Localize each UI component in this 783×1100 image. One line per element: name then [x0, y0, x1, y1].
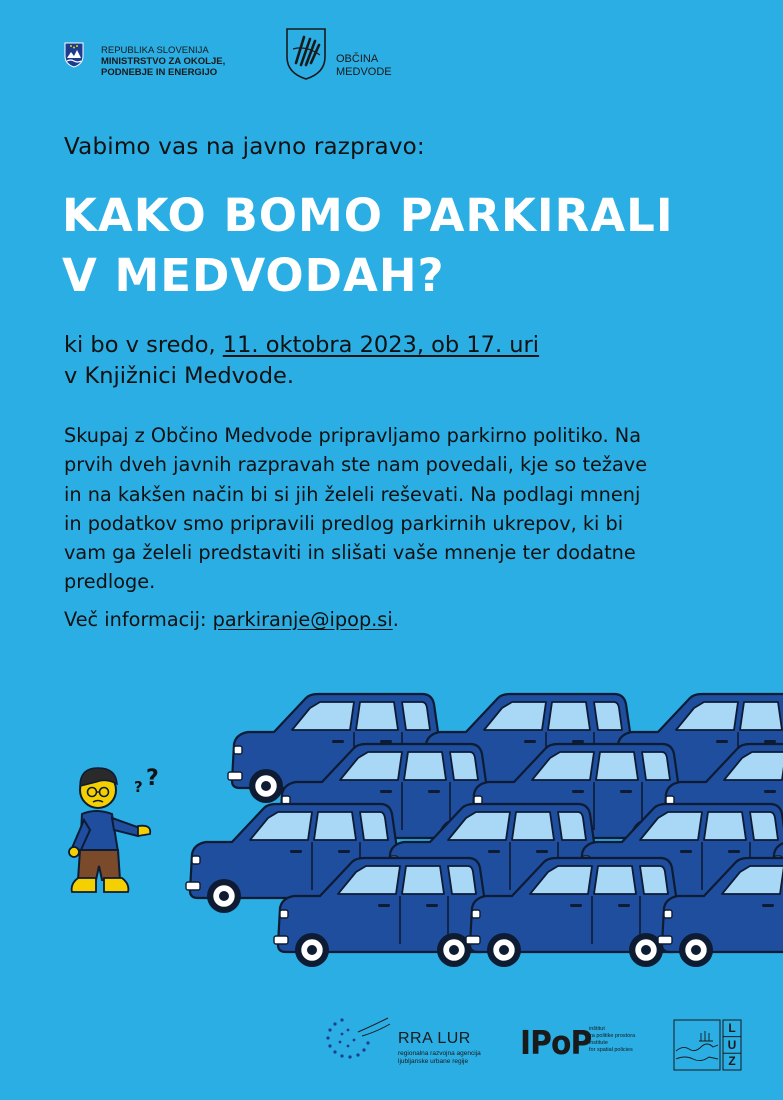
municipality-line2: MEDVODE	[336, 65, 392, 78]
luz-letter: U	[727, 1037, 737, 1052]
rra-lur-name: RRA LUR	[398, 1030, 471, 1047]
headline	[62, 186, 674, 306]
ministry-line3: PODNEBJE IN ENERGIJO	[101, 67, 218, 78]
more-info-label: Več informacij:	[64, 608, 213, 631]
rra-lur-sub1: regionalna razvojna agencija	[398, 1050, 481, 1057]
more-info-suffix: .	[392, 608, 399, 631]
ipop-sub-line: institute	[589, 1040, 608, 1046]
rra-lur-sub2: ljubljanske urbane regije	[398, 1058, 469, 1065]
body-line: vam ga želeli predstaviti in slišati vaše mnenje ter dodatne	[64, 541, 636, 565]
ipop-sub-line: za politike prostora	[589, 1033, 636, 1039]
luz-logo	[673, 1019, 743, 1071]
ministry-line1: REPUBLIKA SLOVENIJA	[101, 45, 209, 56]
invite-text: Vabimo vas na javno razpravo:	[64, 134, 425, 160]
body-line: Skupaj z Občino Medvode pripravljamo parkirno politiko. Na	[64, 424, 642, 447]
body-line: prvih dveh javnih razpravah ste nam povedali, kje so težave	[64, 453, 648, 477]
more-info	[64, 608, 399, 631]
rra-lur-logo	[398, 1030, 481, 1066]
parking-illustration	[0, 680, 783, 970]
headline-line1: KAKO BOMO PARKIRALI	[62, 189, 674, 242]
event-date: 11. oktobra 2023, ob 17. uri	[222, 332, 540, 358]
medvode-logo	[284, 27, 328, 85]
rra-lur-emblem-icon	[318, 1014, 392, 1060]
municipality-name	[336, 53, 392, 78]
ministry-logo	[64, 42, 84, 72]
luz-letter: Z	[728, 1054, 736, 1069]
headline-line2: V MEDVODAH?	[62, 249, 445, 302]
ipop-logo-wordmark: IPoP	[520, 1023, 592, 1062]
email-link[interactable]: parkiranje@ipop.si	[212, 608, 393, 631]
medvode-crest-icon	[284, 27, 328, 81]
ipop-sub-line: inštitut	[589, 1026, 605, 1032]
luz-letters	[724, 1020, 740, 1070]
event-prefix: ki bo v sredo,	[64, 332, 223, 358]
event-when	[64, 330, 539, 392]
body-line: in podatkov smo pripravili predlog parkirnih ukrepov, ki bi	[64, 511, 624, 535]
luz-letter: L	[728, 1021, 736, 1035]
slovenia-coat-of-arms-icon	[64, 42, 84, 68]
event-place: v Knjižnici Medvode.	[64, 363, 294, 389]
ministry-name	[101, 45, 225, 78]
ipop-logo-sub	[589, 1026, 635, 1054]
svg-text:?: ?	[146, 766, 159, 791]
ministry-line2: MINISTRSTVO ZA OKOLJE,	[101, 56, 226, 67]
municipality-line1: OBČINA	[336, 53, 379, 65]
body-paragraph	[64, 421, 744, 597]
body-line: in na kakšen način bi si jih želeli reševati. Na podlagi mnenj	[64, 482, 641, 506]
svg-text:?: ?	[134, 778, 143, 796]
confused-person-icon	[69, 766, 159, 892]
ipop-sub-line: for spatial policies	[589, 1047, 633, 1053]
body-line: predloge.	[64, 570, 156, 594]
